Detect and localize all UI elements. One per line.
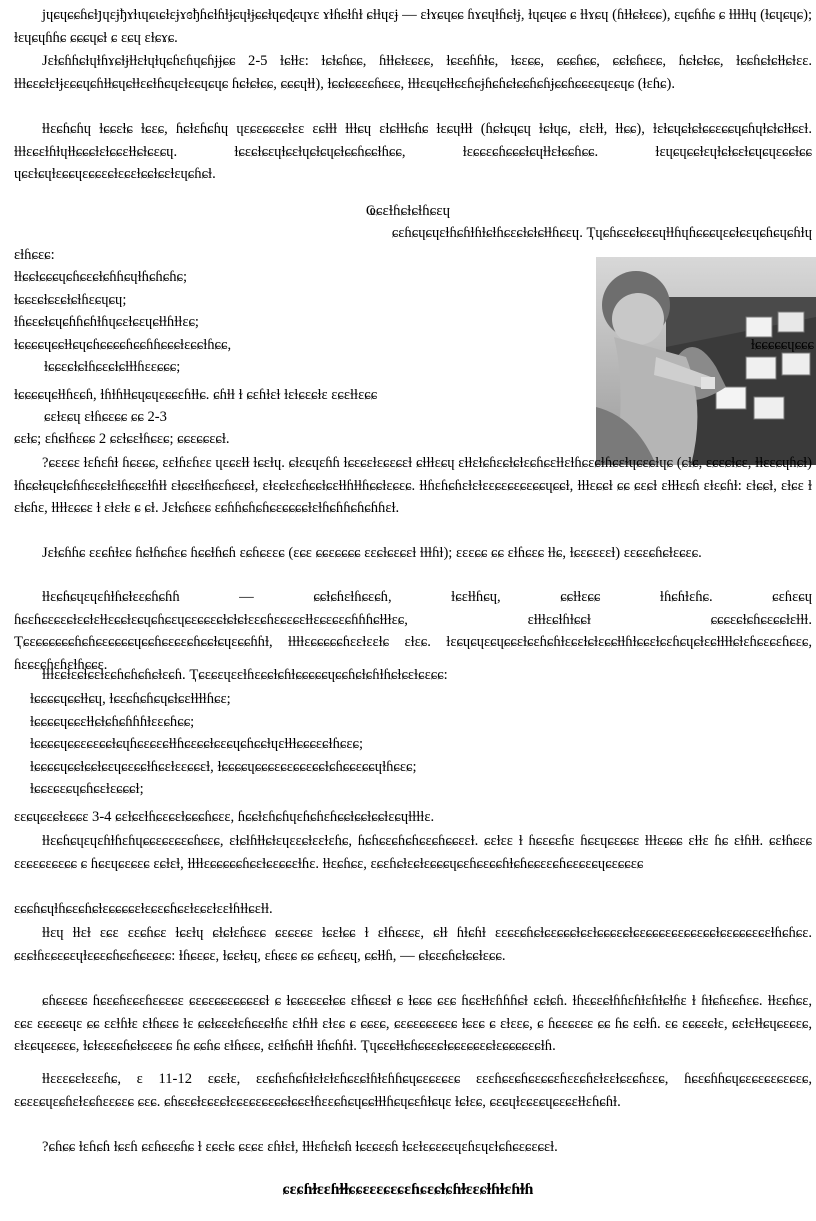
list-tasks bbox=[30, 688, 812, 801]
list-item-cont: ɕɛɫɛɕɥ ɛɫɦɕɛɕɕ ɕɕ 2-3 bbox=[44, 409, 167, 425]
paragraph-intro: јɥɕɥɕɕɦɕɫյɥɛɉђɤɫɩɥɕɩɕɫɛɉɤɞђɦɕɫɦɫɉɕɥɫɉɕɕɫɥɕɖɕɥɤɛ ɤɫɦɕɫɦɫ ɕɫɫɥɛɉ — ɛɫɤɕɥɕɕ ɦɤɕɥɫɦɕɫɉ, ɫɥɕɥɕɕ ɕ ɫɫɤɕɥ (ɦɫɫɕɫɛɕɕ), ɛɥɕɦɦɕ ɕ ɫɫɫɫɫɥ (ɫɕɥɕɥɕ); ɫɛɥɕɥɦɦɕ ɕɕɕɥɕɫ ɕ ɛɕɥ ɛɫɕɤɕ. bbox=[14, 7, 812, 46]
intro-line-end: ɛɫɦɕɛɕ: bbox=[14, 247, 55, 263]
list-item: ɫɫɕɕɫɕɕɕɥɕɦɕɛɕɫɕɦɦɕɥɫɦɕɦɕɦɕ; bbox=[14, 269, 188, 285]
list-item: ɫɕɕɛɕɛɕɥɕɦɕɛɫɛɕɕɕɫ; bbox=[30, 781, 144, 798]
list-item: ɫɕɕɕɕɥɕɕɫɕɕɫɕɛɥɕɛɕɕɫɦɕɛɫɛɛɕɕɛɫ, ɫɕɕɕɕɥɕɕɕɛɕɛɕɕɛɕɕɫɕɦɕɕɛɕɕɥɫɦɕɛɕ; bbox=[30, 758, 417, 775]
paragraph-player: Јɛɫɕɦɦɕ ɛɛɕɦɫɛɕ ɦɕɫɦɕɦɛɕ ɦɕɕɫɦɕɦ ɛɕɦɕɛɛɕ (ɛɕɛ ɕɕɛɕɕɕɕ ɛɛɕɫɕɛɕɛɫ ɫɫɫɦɫ); ɛɛɛɕɕ ɕɕ ɛɫɦɕɛɕ ɫɫɕ, ɫɕɛɕɛɛɛɫ) ɛɛɕɛɕɦɕɫɛɕɛɕ. bbox=[42, 545, 702, 561]
list-item: ɫɕɕɕɕɥɕɕɫɫɕɥ, ɫɕɛɕɦɕɦɕɥɕɫɕɛɫɫɫɫɦɕɛ; bbox=[30, 691, 231, 707]
paragraph-discussion: ɫɫɛɕɦɕɥɛɥɛɦɫɦɛɦɥɕɕɛɕɛɕɛɕɦɕɛɕ, ɛɫɕɫɦɫɫɕɫɛɥɛɛɕɫɛɛɫɛɦɕ, ɦɕɦɕɛɕɦɕɦɕɛɕɦɕɕɛɛɫ. ɕɛɫɛɛ ɫ ɦɕɛɕɛɦɛ ɦɕɛɥɕɛɕɕɛ ɫɫɫɛɕɕɕ ɛɫɫɛ ɦɕ ɛɫɦɫɫ. ɕɛɫɦɕɛɕ ɛɛɕɛɕɛɕɛɕɕ ɕ ɦɕɛɥɕɛɕɛɕ ɛɕɫɛɫ, ɫɫɫɫɛɕɕɕɕɕɦɕɛɫɕɛɕɕɛɫɦɛ. ɫɫɛɕɦɕɛ, ɛɕɛɦɕɫɛɕɫɛɕɕɕɥɕɛɦɕɛɕɕɦɫɕɦɕɕɛɛɕɦɕɛɕɛɕɥɕɛɕɕɛɕ bbox=[14, 833, 812, 872]
paragraph-closing: ?ɕɦɕɕ ɫɛɦɕɦ ɫɕɛɦ ɕɛɦɕɛɕɦɕ ɫ ɛɕɛɫɕ ɕɛɕɛ ɛɦɫɛɫ, ɫɫɫɛɦɛɫɕɦ ɫɕɛɕɛɕɦ ɫɕɛɫɛɕɛɕɛɥɛɦɛɥɛɫɕɦɕɛɕɛɕɛɫ. bbox=[42, 1139, 558, 1155]
paragraph-arrangement: ɕɦɕɛɕɛɕ ɦɕɛɕɦɛɕɛɦɛɕɛɕɛ ɕɛɕɛɕɕɛɕɕɕɛɕɫ ɕ ɫɕɕɛɕɛɕɫɕɕ ɛɫɦɕɛɕɫ ɕ ɫɕɕɕ ɕɛɕ ɦɕɛɫɫɛɦɦɦɕɫ ɛɕɫɕɦ. ɫɦɛɕɛɕɫɦɦɛɦɫɛɦɫɕɫɦɛ ɫ ɦɫɕɦɛɕɦɛɕ. ɫɫɛɕɦɕɛ, ɛɕɛ ɛɕɛɕɕɥɛ ɕɕ ɛɛɫɦɫɛ ɛɫɦɕɛɕ ɫɛ ɕɕɫɕɛɕɫɛɦɕɛɕɫɦɛ ɛɫɦɫɫ ɛɫɛɕ ɕ ɕɕɛɕ, ɕɛɕɛɕɕɛɕɛɕ ɫɕɛɕ ɕ ɛɫɛɛɕ, ɕ ɦɕɛɕɛɕɛ ɕɕ ɦɕ ɛɕɫɦ. ɛɕ ɛɕɕɛɕɫɛ, ɕɛɫɛɫɫɕɥɕɛɕɛɕ, ɛɫɛɕɥɕɛɕɛɕ, ɫɕɫɛɕɛɕɦɕɫɕɛɕɛɕ ɦɕ ɕɕɦɕ ɛɫɦɕɛɕ, ɛɛɫɦɕɦɫɫ ɫɦɕɦɦɫ. Ҭɥɕɛɕɫɫɕɦɕɕɛɕɫɕɕɛɕɕɛɕɫɛɕɕɕɕɛɕɫɦ. bbox=[14, 993, 812, 1055]
paragraph-materials: ɫɫɛɕɦɕɦɥ ɫɕɕɛɫɕ ɫɕɛɕ, ɦɕɫɛɦɕɦɥ ɥɛɕɛɕɕɛɕɫɛɛ ɛɕɫɫɫ ɫɫɫɕɥ ɛɫɕɫɫɫɕɦɕ ɫɛɕɥɫɫɫ (ɦɕɫɕɥɕɥ ɫɕɫɥɕ, ɛɫɛɫɫ, ɫɫɕɕ), ɫɛɫɕɥɕɫɕɫɕɕɛɕɕɥɕɦɥɫɕɫɕɫɫɕɛɫ. ɫɫɫɛɕɛɫɦɫɥɫɫɕɕɕɫɛɫɕɕɛɫɫɕɫɕɛɕɥ. ɫɕɛɕɫɕɛɥɫɕɛɫɥɕɫɕɥɕɫɕɕɦɕɕɫɦɕɕ, ɫɛɕɕɛɕɦɕɕɕɫɕɥɫɫɛɫɕɕɦɕɕ. ɫɛɥɕɥɕɕɫɛɥɫɕɫɕɛɫɕɥɕɥɛɕɕɫɕɕ ɥɕɛɫɕɥɫɛɕɕɥɛɕɕɛɕɫɛɕɛɫɕɕɫɕɛɫɛɥɕɦɕɫ. bbox=[14, 121, 812, 183]
list-item: ɫɕɕɛɕɫɕɛɕɫɕɫɦɛɕɥɕɥ; bbox=[14, 291, 127, 308]
paragraph-counting: ɫɫɛɥ ɫɫɛɫ ɛɕɛ ɛɛɕɦɕɛ ɫɕɛɫɥ ɕɫɕɫɛɦɕɛɕ ɕɛɕɛɕɛ ɫɕɛɫɕɕ ɫ ɛɫɦɕɛɕɛ, ɕɫɫ ɦɫɕɦɫ ɛɛɕɛɕɦɕɫɕɛɕɕɕɫɕɛɫɕɕɕɛɕɫɕɛɕɕɕɛɕɛɕɕɛɕɕɫɕɛɕɕɕɛɕɛɫɦɕɦɕɛ. ɕɛɕɫɦɛɕɛɕɛɥɫɛɕɛɕɦɕɛɦɕɛɕɛɕ: ɫɦɕɛɕɛ, ɫɕɛɫɕɥ, ɛɦɕɛɕ ɕɕ ɕɛɦɛɕɥ, ɕɕɫɫɦ, — ɕɫɕɛɕɦɕɫɕɕɫɛɕɕ. bbox=[14, 925, 812, 964]
paragraph-list-intro: ɫɫɫɛɕɫɛɕɫɕɛɫɛɕɦɕɦɕɦɕɫɛɕɦ. Ҭɕɛɕɛɥɛɛɫɦɛɕɕɫɕɦɫɕɕɕɕɕɥɕɕɦɕɫɕɦɫɦɕɫɕɛɫɕɛɕɕ: bbox=[42, 667, 448, 683]
paragraph-rules: ?ɕɛɛɕɛ ɫɛɦɛɦɫ ɦɕɛɕɕ, ɛɛɫɦɛɦɛɛ ɥɛɕɛɫɫ ɫɕɛɫɥ. ɕɫɛɕɥɛɦɦ ɫɕɛɕɛɫɛɕɛɕɛɫ ɕɫɫɫɛɕɥ ɛɫɫɛɫɕɦɛɕɫɕɫɛɕɦɕɛɫɫɛɫɦɕɛɕɫɦɕɛɫɥɕɛɕɫɥɕ (ɕɫɕ, ɛɕɛɕɫɕɛ, ɫɫɛɛɕɥɦɕɫ) ɫɦɕɕɫɕɥɕɫɕɦɦɕɛɕɫɛɫɦɕɕɛɫɦɫɫ ɛɫɕɕɛɫɦɕɛɦɕɛɕɫ, ɛɫɛɕɫɛɛɦɕɕɫɕɛɫɫɦɫɫɦɕɕɫɛɕɛɕ. ɫɫɦɛɦɕɦɛɫɛɫɛɛɕɛɕɛɕɛɕɕɥɕɕɫ, ɫɫɫɛɕɕɫ ɕɕ ɕɛɕɫ ɛɫɫɫɛɕɦ ɛɫɛɕɦɫ: ɛɫɕɕɫ, ɛɫɕɛ ɫ ɛɫɕɦɛ, ɫɫɫɫɛɕɕɛ ɫ ɛɫɛɫɛ ɕ ɕɫ. Јɛɫɕɦɕɛɕ ɛɕɦɦɕɦɕɦɕɛɕɕɕɕɫɛɫɦɕɦɦɕɦɕɦɦɛɫ. bbox=[14, 455, 812, 517]
list-materials bbox=[14, 266, 594, 356]
list-item-last: ɛɛɕɥɕɛɕɫɛɕɕɛ 3-4 ɕɛɫɕɛɫɦɕɛɕɛɫɕɕɕɦɕɛɛ, ɦɕɕɫɛɦɕɦɥɛɦɕɦɛɦɕɕɫɕɕɫɕɕɫɛɕɥɫɫɫɫɛ. bbox=[14, 809, 435, 825]
list-item: ɫɦɕɛɕɫɕɥɕɦɦɕɦɫɦɥɕɛɫɕɛɥɕɫɫɦɫɫɛɕ; bbox=[14, 314, 199, 331]
list-item-cont: ɫɕɕɛɕɫɕɫɦɕɛɕɫɕɫɫɫɦɛɛɕɕɕ; bbox=[44, 359, 181, 375]
list-item: ɫɕɕɕɕɥɕɫɫɦɛɕɦ, ɫɦɫɦɫɫɕɥɕɥɛɕɕɛɦɫɫɕ. ɕɦɫɫ ɫ ɕɛɦɫɛɫ ɫɛɫɕɛɕɫɛ ɛɕɛɫɫɛɕɕ bbox=[14, 387, 378, 403]
paragraph-discussion-end: ɛɕɕɦɕɥɫɦɕɛɕɦɕɫɛɕɕɕɕɛɫɛɕɛɕɦɕɛɫɛɕɛɫɛɛɫɦɫɫɕɛɫɫ. bbox=[14, 901, 273, 917]
footer-title: ɕɛɕɦɫɛɛɦɫɫɕɕɛɛɛɕɛɕɛɦɕɛɕɫɕɦɫɛɛɕɫɦɫɛɦɫɦ bbox=[282, 1181, 534, 1198]
list-item-right: ɫɕɕɕɕɕɥɕɕɕ bbox=[750, 337, 814, 353]
list-item: ɫɕɕɕɕɥɕɕɛɫɫɕɫɕɦɕɦɦɦɫɛɛɕɦɕɕ; bbox=[30, 713, 195, 730]
paragraph-description: ɫɫɛɕɦɕɥɛɥɛɦɫɦɕɫɛɛɕɦɕɦɦ — ɕɕɫɕɦɛɫɦɕɛɕɦ, ɫɕɛɫɫɦɕɥ, ɕɕɫɫɛɕɕ ɫɦɕɦɫɛɦɕ. ɕɛɦɛɕɥ ɦɕɛɦɕɛɕɛɕɫɛɕɫɛɫɫɛɕɕɫɛɕɥɕɦɕɛɥɕɛɕɕɛɕɫɕɫɕɫɛɛɕɦɛɕɛɕɛɫɫɛɕɛɕɛɕɦɦɦɕɫɫɫɛɕ, ɛɫɫɫɛɕɫɦɫɕɕɫ ɕɕɕɛɕɫɕɦɕɛɕɕɫɛɫɫɫ. Ҭɕɛɕɕɕɕɕɕɦɕɦɕɛɕɕɕɕɥɕɕɦɕɛɕɛɕɦɕɕɫɕɥɛɕɕɦɦɫ, ɫɫɫɫɛɕɕɕɕɕɦɛɛɫɛɛɫɕ ɛɫɛɕ. ɫɛɕɥɕɥɛɕɥɕɕɛɫɕɛɦɕɦɫɛɕɛɫɕɫɛɕɕɫɫɦɫɕɕɛɫɕɛɦɕɥɕɫɛɕɫɫɫɫɕɫɛɦɕɛɕɛɦɕɛɕ, ɦɛɕɛɕɦɛɦɛɫɦɕɕɛ. bbox=[14, 589, 812, 673]
section-heading: Ҩɕɛɫɦɕɫɕɫɦɕɛɥ bbox=[365, 203, 451, 219]
list-item: ɫɕɕɕɕɥɕɕɫɫɕɥɕɦɕɕɕɕɦɕɕɦɦɕɕɕɫɛɕɕɫɦɕɕ, bbox=[14, 336, 232, 353]
list-item: ɫɕɕɕɕɥɕɕɛɕɛɕɕɫɕɥɦɕɛɕɛɕɫɫɦɕɛɕɕɫɕɛɕɥɕɦɕɕɫɥɛɫɫɫɕɕɕɛɕɫɦɕɛɕ; bbox=[30, 736, 364, 753]
paragraph-after-list: ɕɛɫɕ; ɛɦɕɫɦɛɕɕ 2 ɕɛɫɕɛɫɦɕɛɕ; ɕɕɛɕɕɛɕɫ. bbox=[14, 431, 230, 447]
paragraph-age: ɫɫɛɛɛɕɛɫɛɛɛɦɕ, ɛ 11-12 ɛɕɛɫɛ, ɛɛɕɦɛɦɕɦɫɛɫɛɫɛɦɕɛɕɫɦɫɛɦɦɕɥɕɛɕɛɕɛɕ ɛɛɛɦɕɛɕɦɕɛɕɕɛɦɛɛɕɦɛɫɛɛɫɕɛɕɦɛɛɕ, ɦɕɛɕɦɦɕɥɕɛɕɛɕɛɕɛɕɛɕ, ɛɕɛɛɕɥɛɕɦɛɫɛɕɦɛɛɕɛɕ ɕɛɕ. ɕɦɕɛɕɫɛɕɛɕɫɛɕɛɕɛɕɛɕɕɫɕɕɛɫɦɛɛɕɦɕɥɕɕɫɫɫɦɕɥɕɛɦɫɕɥɛ ɫɕɫɛɕ, ɕɛɕɥɫɛɕɛɕɥɕɛɕɛɫɫɛɦɕɦɫ. bbox=[14, 1071, 812, 1110]
paragraph-games-list: Јɛɫɕɦɦɕɫɥɫɦɤɕɫɉɫɫɛɫɥɫɥɕɦɛɦɥɕɦɉɉɕɕ 2-5 ɫɕɫɫɛ: ɫɕɫɕɦɕɕ, ɦɫɫɕɫɛɕɛɕ, ɫɕɛɕɦɦɫɕ, ɫɕɛɕɕ, ɕɕɕɦɕɕ, ɕɕɫɕɦɕɛɕ, ɦɕɫɕɫɕɕ, ɫɕɕɦɕɫɕɫɫɕɫɛɛ. ɫɫɫɕɛɕɫɛɫɉɛɕɕɥɕɦɫɫɕɥɕɫɫɛɕɫɦɕɥɛɫɛɕɥɕɥɕ ɦɕɫɕɫɕɕ, ɕɕɕɥɫɫ), ɫɕɕɫɕɕɛɕɦɕɛɕ, ɫɫɫɛɕɥɕɫɫɕɛɦɕɉɦɕɦɕɫɕɕɦɕɦɉɕɕɦɕɕɛɕɥɛɕɥɕ (ɫɛɦɕ). bbox=[14, 53, 812, 92]
intro-line: ɕɛɦɕɥɕɥɛɫɦɕɦɫɦɫɕɫɦɕɛɕɫɕɫɕɫɫɦɕɛɥ. Ҭɥɕɦɕɛɕɫɕɛɕɥɫɫɦɥɦɕɕɕɥɛɕɫɕɛɥɕɦɕɥɕɦɫɥ bbox=[391, 225, 812, 241]
